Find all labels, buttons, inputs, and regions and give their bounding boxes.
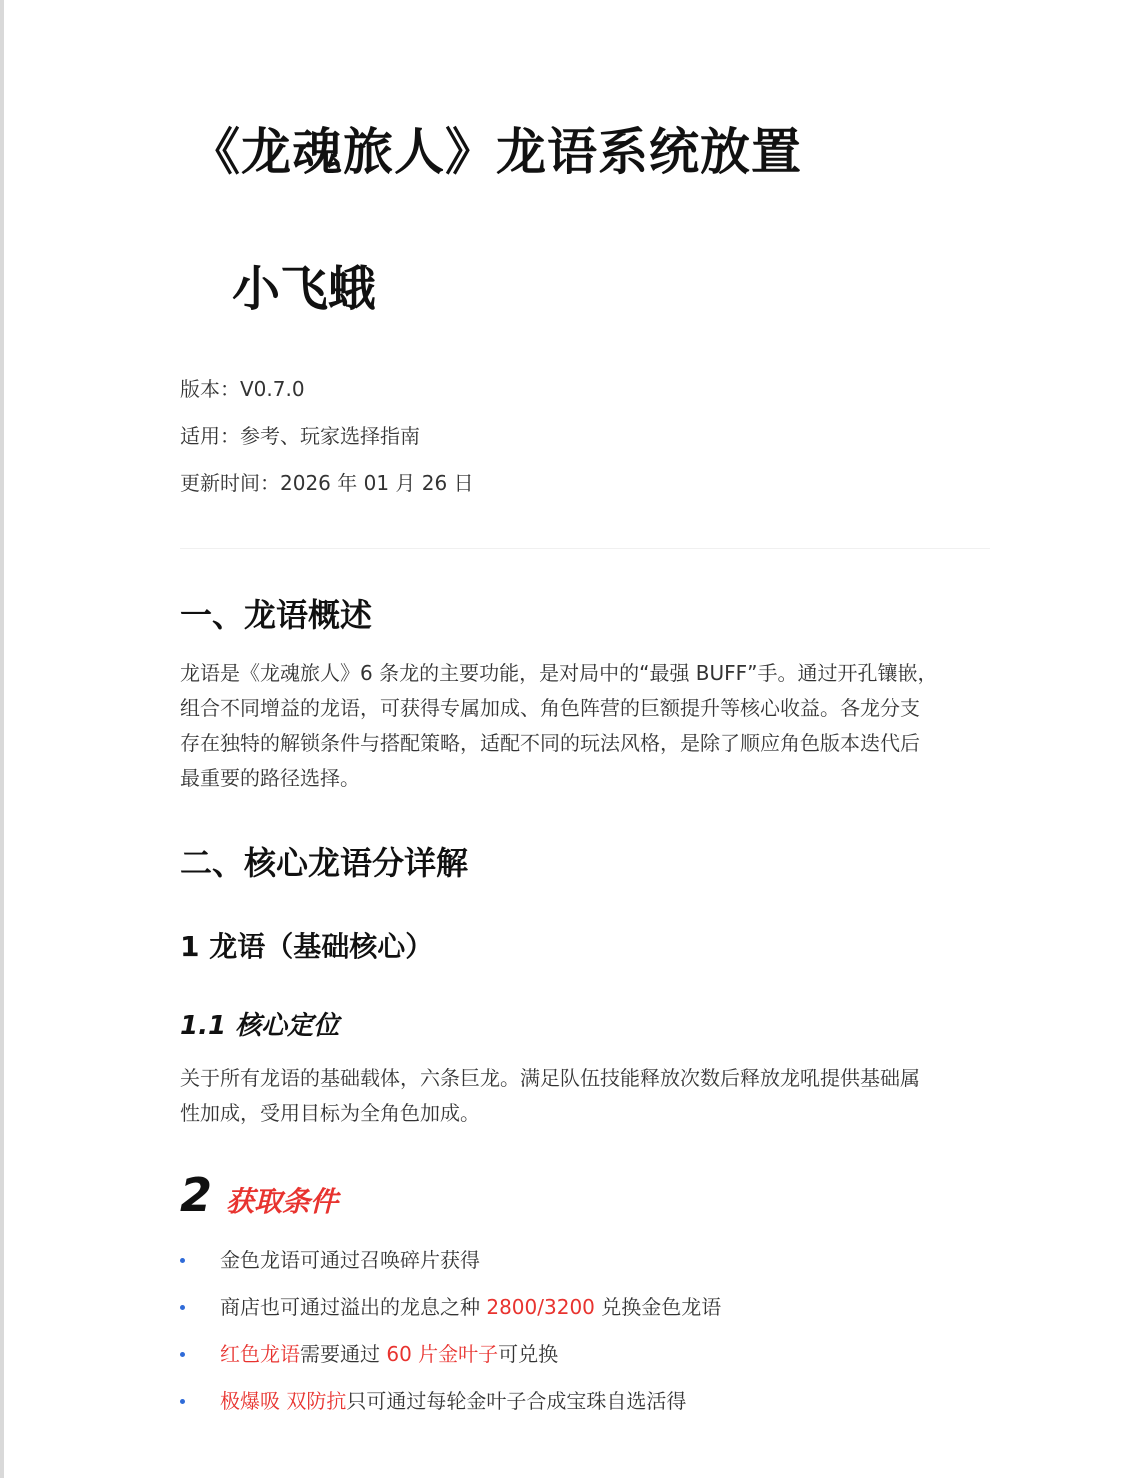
- item-text: 商店也可通过溢出的龙息之种: [220, 1295, 487, 1319]
- bullet-icon: [180, 1352, 185, 1357]
- document-title: 《龙魂旅人》龙语系统放置: [190, 123, 802, 181]
- item-text: 可兑换: [498, 1342, 559, 1366]
- paragraph-line: 关于所有龙语的基础载体，六条巨龙。满足队伍技能释放次数后释放龙吼提供基础属: [180, 1066, 920, 1090]
- paragraph-line: 性加成，受用目标为全角色加成。: [180, 1101, 480, 1125]
- document-author: 小飞蛾: [232, 261, 377, 317]
- item-text: 只可通过每轮金叶子合成宝珠自选活得: [346, 1389, 687, 1413]
- list-item: [180, 1384, 721, 1431]
- section-heading-overview: 一、龙语概述: [180, 596, 373, 634]
- list-item: [180, 1243, 721, 1290]
- item-text: 金色龙语可通过召唤碎片获得: [220, 1248, 480, 1272]
- version-line: 版本：V0.7.0: [180, 377, 305, 401]
- updated-line: 更新时间：2026 年 01 月 26 日: [180, 471, 474, 495]
- document-meta: [180, 376, 474, 517]
- subsubsection-heading: 1.1 核心定位: [180, 1011, 340, 1041]
- section-heading-core: 二、核心龙语分详解: [180, 844, 469, 882]
- acquisition-title: 获取条件: [226, 1185, 339, 1218]
- item-highlight: 红色龙语: [220, 1342, 300, 1366]
- list-item: [180, 1290, 721, 1337]
- overview-paragraph: [180, 656, 980, 796]
- bullet-icon: [180, 1258, 185, 1263]
- item-highlight: 2800/3200: [486, 1295, 595, 1319]
- list-item: [180, 1337, 721, 1384]
- page-edge: [0, 0, 4, 1478]
- paragraph-line: 组合不同增益的龙语，可获得专属加成、角色阵营的巨额提升等核心收益。各龙分支: [180, 696, 920, 720]
- paragraph-line: 龙语是《龙魂旅人》6 条龙的主要功能，是对局中的“最强 BUFF”手。通过开孔镶嵌，: [180, 661, 938, 685]
- bullet-icon: [180, 1399, 185, 1404]
- paragraph-line: 最重要的路径选择。: [180, 766, 360, 790]
- scope-line: 适用：参考、玩家选择指南: [180, 424, 420, 448]
- subsection-heading: 1 龙语（基础核心）: [180, 930, 434, 963]
- acquisition-heading: [180, 1168, 338, 1222]
- item-text: 需要通过: [300, 1342, 387, 1366]
- paragraph-line: 存在独特的解锁条件与搭配策略，适配不同的玩法风格，是除了顺应角色版本迭代后: [180, 731, 920, 755]
- item-highlight: 60 片金叶子: [386, 1342, 499, 1366]
- section-number: 2: [180, 1168, 213, 1222]
- core-positioning-paragraph: [180, 1061, 980, 1131]
- divider: [180, 548, 990, 549]
- item-highlight: 极爆吸 双防抗: [220, 1389, 347, 1413]
- acquisition-list: [180, 1243, 721, 1431]
- item-text: 兑换金色龙语: [594, 1295, 722, 1319]
- bullet-icon: [180, 1305, 185, 1310]
